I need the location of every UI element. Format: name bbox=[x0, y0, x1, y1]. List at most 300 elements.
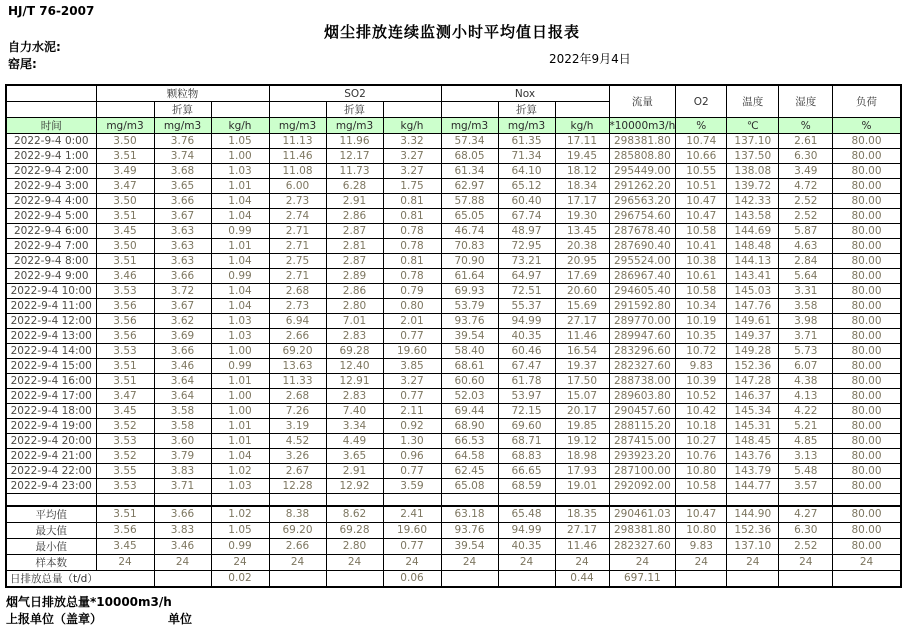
value-cell: 7.40 bbox=[326, 404, 383, 419]
value-cell: 3.71 bbox=[154, 479, 211, 494]
table-row bbox=[6, 194, 901, 209]
value-cell: 3.49 bbox=[779, 164, 833, 179]
unit-cell: mg/m3 bbox=[269, 118, 326, 134]
company-label: 自力水泥: bbox=[8, 40, 61, 54]
value-cell: 146.37 bbox=[727, 389, 779, 404]
converted-label-cell: 折算 bbox=[498, 102, 555, 118]
value-cell: 52.03 bbox=[441, 389, 498, 404]
value-cell: 287100.00 bbox=[609, 464, 676, 479]
summary-value-cell: 2.66 bbox=[269, 538, 326, 554]
value-cell: 7.26 bbox=[269, 404, 326, 419]
value-cell: 0.81 bbox=[383, 254, 441, 269]
blank-cell bbox=[383, 494, 441, 506]
value-cell: 69.28 bbox=[326, 344, 383, 359]
unit-cell: mg/m3 bbox=[326, 118, 383, 134]
blank-cell bbox=[211, 102, 269, 118]
value-cell: 3.85 bbox=[383, 359, 441, 374]
daily-total-value-cell bbox=[498, 570, 555, 587]
unit-cell: mg/m3 bbox=[96, 118, 154, 134]
value-cell: 60.60 bbox=[441, 374, 498, 389]
value-cell: 143.41 bbox=[727, 269, 779, 284]
value-cell: 3.51 bbox=[96, 209, 154, 224]
value-cell: 80.00 bbox=[833, 374, 901, 389]
summary-value-cell: 69.28 bbox=[326, 522, 383, 538]
value-cell: 3.64 bbox=[154, 389, 211, 404]
value-cell: 3.63 bbox=[154, 224, 211, 239]
blank-cell bbox=[269, 102, 326, 118]
value-cell: 4.72 bbox=[779, 179, 833, 194]
summary-value-cell: 282327.60 bbox=[609, 538, 676, 554]
value-cell: 40.35 bbox=[498, 329, 555, 344]
value-cell: 147.76 bbox=[727, 299, 779, 314]
summary-value-cell: 3.83 bbox=[154, 522, 211, 538]
value-cell: 2.66 bbox=[269, 329, 326, 344]
summary-value-cell: 63.18 bbox=[441, 506, 498, 523]
summary-value-cell: 39.54 bbox=[441, 538, 498, 554]
summary-value-cell: 24 bbox=[154, 554, 211, 570]
summary-value-cell: 24 bbox=[609, 554, 676, 570]
summary-value-cell: 11.46 bbox=[555, 538, 609, 554]
time-cell: 2022-9-4 17:00 bbox=[6, 389, 96, 404]
value-cell: 290457.60 bbox=[609, 404, 676, 419]
time-cell: 2022-9-4 1:00 bbox=[6, 149, 96, 164]
table-row bbox=[6, 284, 901, 299]
value-cell: 0.77 bbox=[383, 464, 441, 479]
value-cell: 80.00 bbox=[833, 134, 901, 149]
value-cell: 3.53 bbox=[96, 284, 154, 299]
footer-report-unit-label: 上报单位（盖章） bbox=[6, 612, 103, 626]
summary-value-cell: 24 bbox=[269, 554, 326, 570]
value-cell: 4.38 bbox=[779, 374, 833, 389]
value-cell: 142.33 bbox=[727, 194, 779, 209]
value-cell: 1.03 bbox=[211, 164, 269, 179]
time-cell: 2022-9-4 5:00 bbox=[6, 209, 96, 224]
value-cell: 70.83 bbox=[441, 239, 498, 254]
value-cell: 17.17 bbox=[555, 194, 609, 209]
value-cell: 1.03 bbox=[211, 314, 269, 329]
summary-value-cell: 65.48 bbox=[498, 506, 555, 523]
value-cell: 18.98 bbox=[555, 449, 609, 464]
value-cell: 10.35 bbox=[676, 329, 727, 344]
value-cell: 144.13 bbox=[727, 254, 779, 269]
unit-cell: mg/m3 bbox=[154, 118, 211, 134]
value-cell: 6.28 bbox=[326, 179, 383, 194]
value-cell: 13.45 bbox=[555, 224, 609, 239]
value-cell: 287678.40 bbox=[609, 224, 676, 239]
blank-cell bbox=[383, 102, 441, 118]
value-cell: 1.00 bbox=[211, 404, 269, 419]
value-cell: 296754.60 bbox=[609, 209, 676, 224]
value-cell: 80.00 bbox=[833, 479, 901, 494]
table-row bbox=[6, 134, 901, 149]
value-cell: 294605.40 bbox=[609, 284, 676, 299]
value-cell: 3.53 bbox=[96, 434, 154, 449]
value-cell: 2.68 bbox=[269, 389, 326, 404]
summary-value-cell: 3.66 bbox=[154, 506, 211, 523]
value-cell: 5.21 bbox=[779, 419, 833, 434]
daily-total-value-cell bbox=[676, 570, 727, 587]
summary-value-cell: 290461.03 bbox=[609, 506, 676, 523]
unit-cell: ℃ bbox=[727, 118, 779, 134]
value-cell: 17.93 bbox=[555, 464, 609, 479]
value-cell: 3.45 bbox=[96, 404, 154, 419]
value-cell: 10.55 bbox=[676, 164, 727, 179]
value-cell: 3.79 bbox=[154, 449, 211, 464]
value-cell: 10.27 bbox=[676, 434, 727, 449]
value-cell: 1.02 bbox=[211, 464, 269, 479]
value-cell: 152.36 bbox=[727, 359, 779, 374]
unit-cell: *10000m3/h bbox=[609, 119, 676, 132]
value-cell: 3.66 bbox=[154, 269, 211, 284]
value-cell: 73.21 bbox=[498, 254, 555, 269]
daily-total-value-cell bbox=[833, 570, 901, 587]
summary-value-cell: 80.00 bbox=[833, 522, 901, 538]
value-cell: 68.61 bbox=[441, 359, 498, 374]
value-cell: 70.90 bbox=[441, 254, 498, 269]
value-cell: 288115.20 bbox=[609, 419, 676, 434]
time-cell: 2022-9-4 7:00 bbox=[6, 239, 96, 254]
value-cell: 2.67 bbox=[269, 464, 326, 479]
value-cell: 2.71 bbox=[269, 224, 326, 239]
value-cell: 0.96 bbox=[383, 449, 441, 464]
value-cell: 80.00 bbox=[833, 284, 901, 299]
summary-value-cell: 24 bbox=[555, 554, 609, 570]
value-cell: 5.73 bbox=[779, 344, 833, 359]
value-cell: 80.00 bbox=[833, 299, 901, 314]
col-group-pm: 颗粒物 bbox=[96, 85, 269, 102]
unit-cell: % bbox=[833, 118, 901, 134]
daily-total-value-cell bbox=[154, 570, 211, 587]
table-row bbox=[6, 209, 901, 224]
summary-value-cell: 24 bbox=[833, 554, 901, 570]
table-row bbox=[6, 419, 901, 434]
value-cell: 149.37 bbox=[727, 329, 779, 344]
value-cell: 0.92 bbox=[383, 419, 441, 434]
value-cell: 71.34 bbox=[498, 149, 555, 164]
unit-cell: kg/h bbox=[383, 118, 441, 134]
value-cell: 80.00 bbox=[833, 329, 901, 344]
value-cell: 4.13 bbox=[779, 389, 833, 404]
value-cell: 3.27 bbox=[383, 164, 441, 179]
daily-total-row bbox=[6, 570, 901, 587]
table-row bbox=[6, 449, 901, 464]
summary-value-cell: 1.02 bbox=[211, 506, 269, 523]
value-cell: 287415.00 bbox=[609, 434, 676, 449]
value-cell: 1.30 bbox=[383, 434, 441, 449]
value-cell: 10.52 bbox=[676, 389, 727, 404]
value-cell: 295524.00 bbox=[609, 254, 676, 269]
value-cell: 3.50 bbox=[96, 194, 154, 209]
value-cell: 66.53 bbox=[441, 434, 498, 449]
time-cell: 2022-9-4 2:00 bbox=[6, 164, 96, 179]
value-cell: 3.64 bbox=[154, 374, 211, 389]
value-cell: 67.47 bbox=[498, 359, 555, 374]
value-cell: 3.74 bbox=[154, 149, 211, 164]
value-cell: 148.48 bbox=[727, 239, 779, 254]
time-cell: 2022-9-4 12:00 bbox=[6, 314, 96, 329]
summary-value-cell: 24 bbox=[727, 554, 779, 570]
value-cell: 3.65 bbox=[154, 179, 211, 194]
table-row bbox=[6, 404, 901, 419]
value-cell: 65.08 bbox=[441, 479, 498, 494]
value-cell: 2.84 bbox=[779, 254, 833, 269]
summary-value-cell: 6.30 bbox=[779, 522, 833, 538]
summary-value-cell: 9.83 bbox=[676, 538, 727, 554]
value-cell: 0.77 bbox=[383, 389, 441, 404]
value-cell: 2.74 bbox=[269, 209, 326, 224]
value-cell: 6.07 bbox=[779, 359, 833, 374]
summary-row bbox=[6, 538, 901, 554]
blank-cell bbox=[441, 102, 498, 118]
value-cell: 285808.80 bbox=[609, 149, 676, 164]
value-cell: 2.68 bbox=[269, 284, 326, 299]
value-cell: 11.33 bbox=[269, 374, 326, 389]
value-cell: 68.71 bbox=[498, 434, 555, 449]
summary-value-cell: 2.80 bbox=[326, 538, 383, 554]
summary-value-cell: 80.00 bbox=[833, 538, 901, 554]
table-row bbox=[6, 254, 901, 269]
value-cell: 72.51 bbox=[498, 284, 555, 299]
table-row bbox=[6, 359, 901, 374]
table-row bbox=[6, 149, 901, 164]
value-cell: 6.00 bbox=[269, 179, 326, 194]
value-cell: 3.49 bbox=[96, 164, 154, 179]
value-cell: 3.66 bbox=[154, 344, 211, 359]
value-cell: 72.95 bbox=[498, 239, 555, 254]
value-cell: 148.45 bbox=[727, 434, 779, 449]
value-cell: 3.46 bbox=[154, 359, 211, 374]
value-cell: 1.04 bbox=[211, 284, 269, 299]
value-cell: 3.66 bbox=[154, 194, 211, 209]
value-cell: 20.17 bbox=[555, 404, 609, 419]
value-cell: 16.54 bbox=[555, 344, 609, 359]
unit-cell: % bbox=[779, 118, 833, 134]
value-cell: 69.20 bbox=[269, 344, 326, 359]
value-cell: 10.38 bbox=[676, 254, 727, 269]
summary-row bbox=[6, 522, 901, 538]
time-header-cell: 时间 bbox=[6, 118, 96, 134]
value-cell: 3.59 bbox=[383, 479, 441, 494]
table-row bbox=[6, 269, 901, 284]
time-cell: 2022-9-4 0:00 bbox=[6, 134, 96, 149]
value-cell: 10.47 bbox=[676, 209, 727, 224]
time-cell: 2022-9-4 15:00 bbox=[6, 359, 96, 374]
value-cell: 1.05 bbox=[211, 134, 269, 149]
footer-unit-label: 单位 bbox=[168, 612, 193, 626]
value-cell: 3.56 bbox=[96, 329, 154, 344]
value-cell: 12.17 bbox=[326, 149, 383, 164]
value-cell: 10.34 bbox=[676, 299, 727, 314]
blank-cell bbox=[779, 494, 833, 506]
daily-total-value-cell: 0.44 bbox=[555, 570, 609, 587]
col-header-flow: 流量 bbox=[609, 85, 676, 118]
value-cell: 53.97 bbox=[498, 389, 555, 404]
value-cell: 80.00 bbox=[833, 344, 901, 359]
value-cell: 2.75 bbox=[269, 254, 326, 269]
summary-value-cell: 8.62 bbox=[326, 506, 383, 523]
value-cell: 143.79 bbox=[727, 464, 779, 479]
col-group-nox: Nox bbox=[441, 85, 609, 102]
value-cell: 1.04 bbox=[211, 209, 269, 224]
blank-cell bbox=[6, 494, 96, 506]
col-header-temperature: 温度 bbox=[727, 85, 779, 118]
doc-standard-code: HJ/T 76-2007 bbox=[8, 4, 95, 18]
time-cell: 2022-9-4 6:00 bbox=[6, 224, 96, 239]
value-cell: 2.73 bbox=[269, 299, 326, 314]
value-cell: 2.11 bbox=[383, 404, 441, 419]
value-cell: 10.39 bbox=[676, 374, 727, 389]
blank-cell bbox=[326, 494, 383, 506]
value-cell: 68.83 bbox=[498, 449, 555, 464]
value-cell: 1.01 bbox=[211, 434, 269, 449]
value-cell: 2.01 bbox=[383, 314, 441, 329]
value-cell: 3.56 bbox=[96, 299, 154, 314]
unit-cell: mg/m3 bbox=[441, 118, 498, 134]
value-cell: 10.61 bbox=[676, 269, 727, 284]
summary-row bbox=[6, 554, 901, 570]
value-cell: 20.38 bbox=[555, 239, 609, 254]
summary-row bbox=[6, 506, 901, 523]
value-cell: 291592.80 bbox=[609, 299, 676, 314]
time-cell: 2022-9-4 23:00 bbox=[6, 479, 96, 494]
unit-cell: % bbox=[676, 118, 727, 134]
blank-cell bbox=[555, 494, 609, 506]
footer-flue-total-label: 烟气日排放总量*10000m3/h bbox=[6, 595, 172, 609]
summary-value-cell: 4.27 bbox=[779, 506, 833, 523]
table-row bbox=[6, 389, 901, 404]
table-row bbox=[6, 299, 901, 314]
value-cell: 2.86 bbox=[326, 284, 383, 299]
time-cell: 2022-9-4 4:00 bbox=[6, 194, 96, 209]
value-cell: 15.07 bbox=[555, 389, 609, 404]
summary-value-cell: 0.77 bbox=[383, 538, 441, 554]
value-cell: 143.58 bbox=[727, 209, 779, 224]
value-cell: 5.87 bbox=[779, 224, 833, 239]
summary-value-cell: 18.35 bbox=[555, 506, 609, 523]
daily-total-value-cell: 0.06 bbox=[383, 570, 441, 587]
blank-cell bbox=[6, 102, 96, 118]
summary-value-cell: 152.36 bbox=[727, 522, 779, 538]
value-cell: 94.99 bbox=[498, 314, 555, 329]
unit-cell: kg/h bbox=[211, 118, 269, 134]
value-cell: 80.00 bbox=[833, 254, 901, 269]
value-cell: 3.51 bbox=[96, 374, 154, 389]
value-cell: 10.19 bbox=[676, 314, 727, 329]
value-cell: 80.00 bbox=[833, 269, 901, 284]
summary-value-cell: 3.51 bbox=[96, 506, 154, 523]
value-cell: 2.73 bbox=[269, 194, 326, 209]
value-cell: 80.00 bbox=[833, 194, 901, 209]
value-cell: 61.64 bbox=[441, 269, 498, 284]
summary-value-cell: 3.45 bbox=[96, 538, 154, 554]
summary-value-cell: 24 bbox=[676, 554, 727, 570]
value-cell: 60.46 bbox=[498, 344, 555, 359]
value-cell: 1.75 bbox=[383, 179, 441, 194]
summary-value-cell: 3.46 bbox=[154, 538, 211, 554]
value-cell: 3.47 bbox=[96, 179, 154, 194]
summary-value-cell: 19.60 bbox=[383, 522, 441, 538]
value-cell: 289770.00 bbox=[609, 314, 676, 329]
summary-value-cell: 40.35 bbox=[498, 538, 555, 554]
table-row bbox=[6, 434, 901, 449]
table-row bbox=[6, 314, 901, 329]
value-cell: 39.54 bbox=[441, 329, 498, 344]
value-cell: 0.78 bbox=[383, 239, 441, 254]
summary-label-cell: 样本数 bbox=[6, 554, 96, 570]
time-cell: 2022-9-4 9:00 bbox=[6, 269, 96, 284]
value-cell: 57.34 bbox=[441, 134, 498, 149]
value-cell: 27.17 bbox=[555, 314, 609, 329]
time-cell: 2022-9-4 10:00 bbox=[6, 284, 96, 299]
value-cell: 11.46 bbox=[269, 149, 326, 164]
value-cell: 1.03 bbox=[211, 329, 269, 344]
col-group-so2: SO2 bbox=[269, 85, 441, 102]
value-cell: 12.92 bbox=[326, 479, 383, 494]
value-cell: 69.60 bbox=[498, 419, 555, 434]
value-cell: 287690.40 bbox=[609, 239, 676, 254]
value-cell: 10.80 bbox=[676, 464, 727, 479]
blank-cell bbox=[211, 494, 269, 506]
value-cell: 10.18 bbox=[676, 419, 727, 434]
value-cell: 3.58 bbox=[154, 419, 211, 434]
value-cell: 4.52 bbox=[269, 434, 326, 449]
col-header-o2: O2 bbox=[676, 85, 727, 118]
value-cell: 0.78 bbox=[383, 269, 441, 284]
summary-value-cell: 80.00 bbox=[833, 506, 901, 523]
value-cell: 17.50 bbox=[555, 374, 609, 389]
value-cell: 3.83 bbox=[154, 464, 211, 479]
value-cell: 66.65 bbox=[498, 464, 555, 479]
value-cell: 17.11 bbox=[555, 134, 609, 149]
value-cell: 60.40 bbox=[498, 194, 555, 209]
value-cell: 80.00 bbox=[833, 404, 901, 419]
value-cell: 10.47 bbox=[676, 194, 727, 209]
value-cell: 3.51 bbox=[96, 254, 154, 269]
value-cell: 10.76 bbox=[676, 449, 727, 464]
value-cell: 80.00 bbox=[833, 419, 901, 434]
value-cell: 69.44 bbox=[441, 404, 498, 419]
value-cell: 3.47 bbox=[96, 389, 154, 404]
value-cell: 62.97 bbox=[441, 179, 498, 194]
summary-value-cell: 24 bbox=[441, 554, 498, 570]
value-cell: 3.68 bbox=[154, 164, 211, 179]
blank-cell bbox=[96, 102, 154, 118]
blank-cell bbox=[96, 494, 154, 506]
value-cell: 80.00 bbox=[833, 209, 901, 224]
value-cell: 295449.00 bbox=[609, 164, 676, 179]
value-cell: 1.00 bbox=[211, 149, 269, 164]
table-row bbox=[6, 239, 901, 254]
value-cell: 3.67 bbox=[154, 299, 211, 314]
value-cell: 147.28 bbox=[727, 374, 779, 389]
header-row-groups bbox=[6, 85, 901, 102]
value-cell: 20.95 bbox=[555, 254, 609, 269]
table-row bbox=[6, 329, 901, 344]
col-header-load: 负荷 bbox=[833, 85, 901, 118]
value-cell: 2.71 bbox=[269, 239, 326, 254]
value-cell: 2.52 bbox=[779, 209, 833, 224]
value-cell: 149.28 bbox=[727, 344, 779, 359]
value-cell: 80.00 bbox=[833, 464, 901, 479]
value-cell: 64.58 bbox=[441, 449, 498, 464]
value-cell: 15.69 bbox=[555, 299, 609, 314]
value-cell: 144.77 bbox=[727, 479, 779, 494]
value-cell: 3.51 bbox=[96, 359, 154, 374]
summary-value-cell: 10.47 bbox=[676, 506, 727, 523]
summary-value-cell: 27.17 bbox=[555, 522, 609, 538]
value-cell: 20.60 bbox=[555, 284, 609, 299]
value-cell: 53.79 bbox=[441, 299, 498, 314]
